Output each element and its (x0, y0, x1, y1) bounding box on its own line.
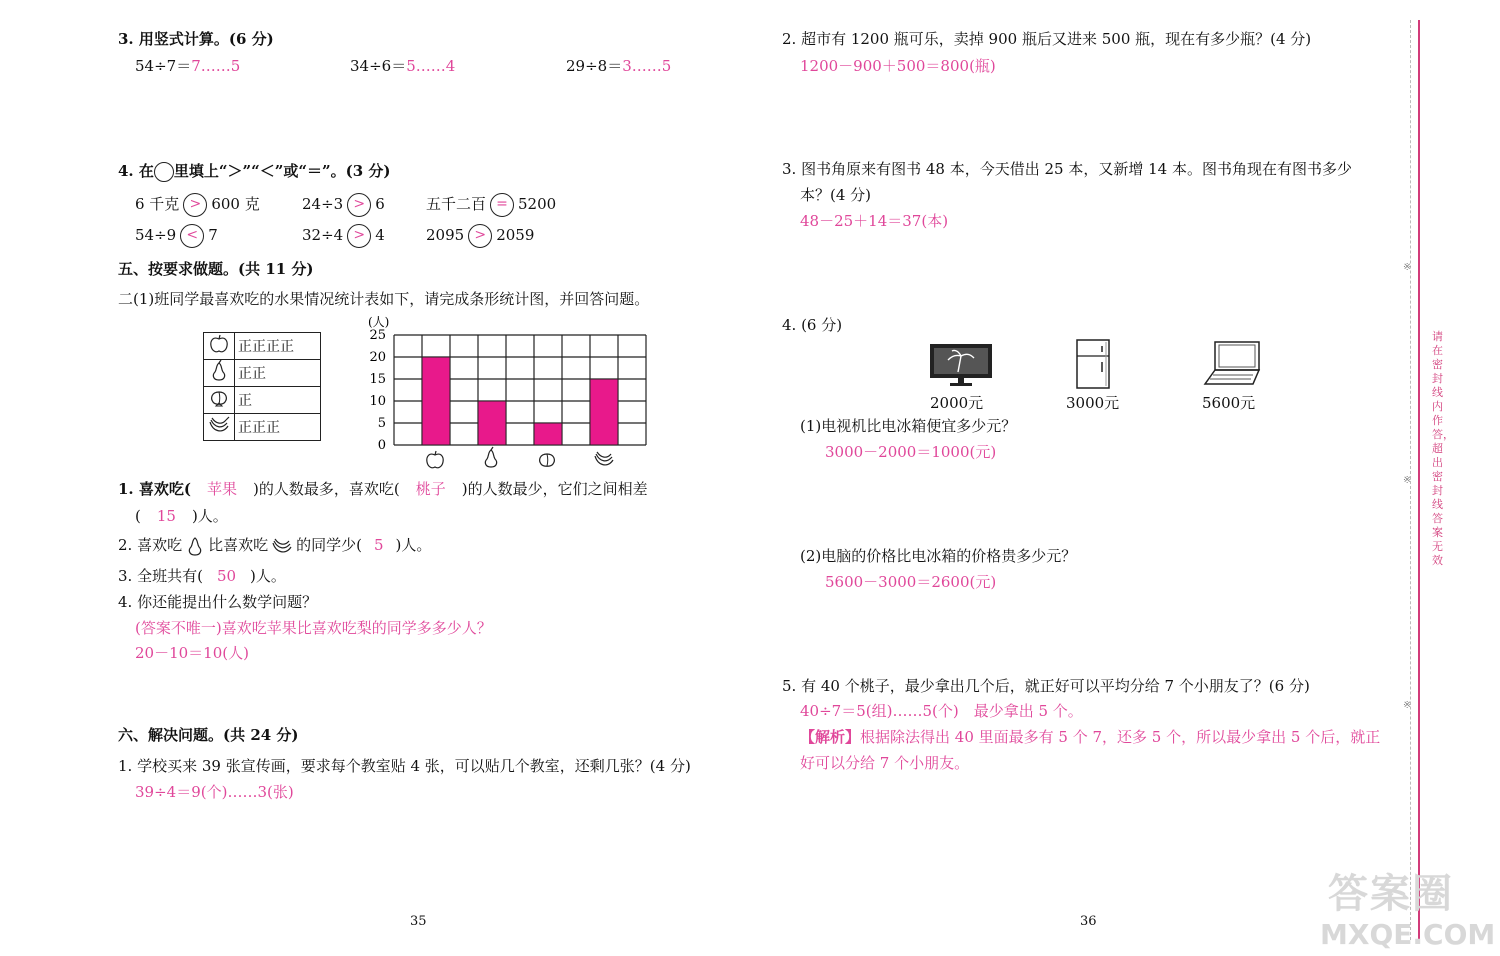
r-q3-line1: 3. 图书角原来有图书 48 本，今天借出 25 本，又新增 14 本。图书角现在有图书多少 (782, 160, 1352, 178)
y-tick-label: 20 (369, 350, 386, 365)
q4-title: 4. 在 里填上“＞”“＜”或“＝”。(3 分) (118, 162, 391, 180)
compare-4: 54÷9 < 7 (135, 224, 218, 248)
q3-item-2: 34÷6＝5……4 (350, 57, 456, 75)
s6-q1-answer: 39÷4＝9(个)……3(张) (135, 783, 294, 801)
tally-pear: 正正 (235, 360, 321, 387)
r-q3-line2: 本？(4 分) (800, 186, 872, 204)
y-tick-label: 5 (377, 416, 386, 431)
r-q5-analysis-1: 【解析】根据除法得出 40 里面最多有 5 个 7，还多 5 个，所以最少拿出 5 个后，就正 (800, 728, 1381, 746)
pear-icon (485, 447, 496, 467)
q3-item-3: 29÷8＝3……5 (566, 57, 672, 75)
page-number-right: 36 (1080, 914, 1097, 929)
s5-q1-line2: ( 15 )人。 (135, 507, 228, 525)
bar-banana (590, 379, 618, 445)
r-q2: 2. 超市有 1200 瓶可乐，卖掉 900 瓶后又进来 500 瓶，现在有多少瓶？(4 分) (782, 30, 1312, 48)
binding-note: 请在密封线内作答，超出密封线答案无效 (1432, 330, 1454, 567)
x-axis-fruit-icons (427, 447, 613, 468)
section-6-title: 六、解决问题。(共 24 分) (118, 726, 299, 744)
apple-icon (204, 333, 235, 360)
s5-q4-answer-2: 20－10＝10(人) (135, 644, 249, 662)
r-q4-1: (1)电视机比电冰箱便宜多少元？ (800, 417, 1017, 435)
s6-q1: 1. 学校买来 39 张宣传画，要求每个教室贴 4 张，可以贴几个教室，还剩几张？(4 分) (118, 757, 691, 775)
tally-apple: 正正正正 (235, 333, 321, 360)
watermark-url: MXQE.COM (1320, 918, 1496, 951)
compare-5: 32÷4 > 4 (302, 224, 385, 248)
tally-table (203, 332, 321, 441)
watermark-logo: 答案圈 (1328, 871, 1454, 917)
fridge-icon (1073, 338, 1113, 390)
tally-peach: 正 (235, 387, 321, 414)
y-tick-label: 0 (377, 438, 386, 453)
y-tick-label: 10 (369, 394, 386, 409)
r-q4-1-answer: 3000－2000＝1000(元) (825, 443, 997, 461)
binding-mark-3: ※ (1403, 700, 1412, 711)
compare-6: 2095 > 2059 (426, 224, 534, 248)
peach-icon (204, 387, 235, 414)
tv-price: 2000元 (930, 394, 984, 412)
binding-red-line (1418, 20, 1420, 940)
r-q5-analysis-2: 好可以分给 7 个小朋友。 (800, 754, 970, 772)
section-5-title: 五、按要求做题。(共 11 分) (118, 260, 314, 278)
bar-peach (534, 423, 562, 445)
s5-q4-answer-1: (答案不唯一)喜欢吃苹果比喜欢吃梨的同学多多少人？ (135, 619, 492, 637)
s5-q2: 2. 喜欢吃 比喜欢吃 的同学少( 5 )人。 (118, 534, 431, 557)
peach-icon (540, 454, 555, 466)
y-tick-label: 25 (369, 328, 386, 343)
banana-icon (595, 452, 613, 465)
r-q4-2-answer: 5600－3000＝2600(元) (825, 573, 997, 591)
y-axis-label: (人) (368, 315, 390, 329)
apple-icon (427, 451, 443, 468)
banana-icon (204, 414, 235, 441)
r-q3-answer: 48－25＋14＝37(本) (800, 212, 949, 230)
s5-q1-line1: 1. 喜欢吃( 苹果 )的人数最多，喜欢吃( 桃子 )的人数最少，它们之间相差 (118, 480, 648, 498)
bar-pear (478, 401, 506, 445)
page-number-left: 35 (410, 914, 427, 929)
pear-icon (204, 360, 235, 387)
laptop-icon (1203, 340, 1265, 388)
s5-q4: 4. 你还能提出什么数学问题？ (118, 593, 318, 611)
compare-1: 6 千克 > 600 克 (135, 193, 260, 217)
bar-chart (362, 308, 662, 483)
laptop-price: 5600元 (1202, 394, 1256, 412)
r-q4-title: 4. (6 分) (782, 316, 843, 334)
binding-mark-1: ※ (1403, 262, 1412, 273)
compare-3: 五千二百 = 5200 (426, 193, 556, 217)
fridge-price: 3000元 (1066, 394, 1120, 412)
s5-q3: 3. 全班共有( 50 )人。 (118, 567, 286, 585)
banana-icon (270, 535, 294, 557)
binding-mark-2: ※ (1403, 475, 1412, 486)
r-q5-answer: 40÷7＝5(组)……5(个) 最少拿出 5 个。 (800, 702, 1083, 720)
q3-title: 3. 用竖式计算。(6 分) (118, 30, 274, 48)
y-tick-label: 15 (369, 372, 386, 387)
bar-apple (422, 357, 450, 445)
r-q2-answer: 1200－900＋500＝800(瓶) (800, 57, 996, 75)
q3-item-1: 54÷7＝7……5 (135, 57, 241, 75)
pear-icon (184, 535, 206, 557)
r-q4-2: (2)电脑的价格比电冰箱的价格贵多少元？ (800, 547, 1077, 565)
section-5-intro: 二(1)班同学最喜欢吃的水果情况统计表如下，请完成条形统计图，并回答问题。 (118, 290, 650, 308)
r-q5: 5. 有 40 个桃子，最少拿出几个后，就正好可以平均分给 7 个小朋友了？(6 分) (782, 677, 1310, 695)
tv-icon (928, 342, 994, 388)
compare-2: 24÷3 > 6 (302, 193, 385, 217)
tally-banana: 正正正 (235, 414, 321, 441)
